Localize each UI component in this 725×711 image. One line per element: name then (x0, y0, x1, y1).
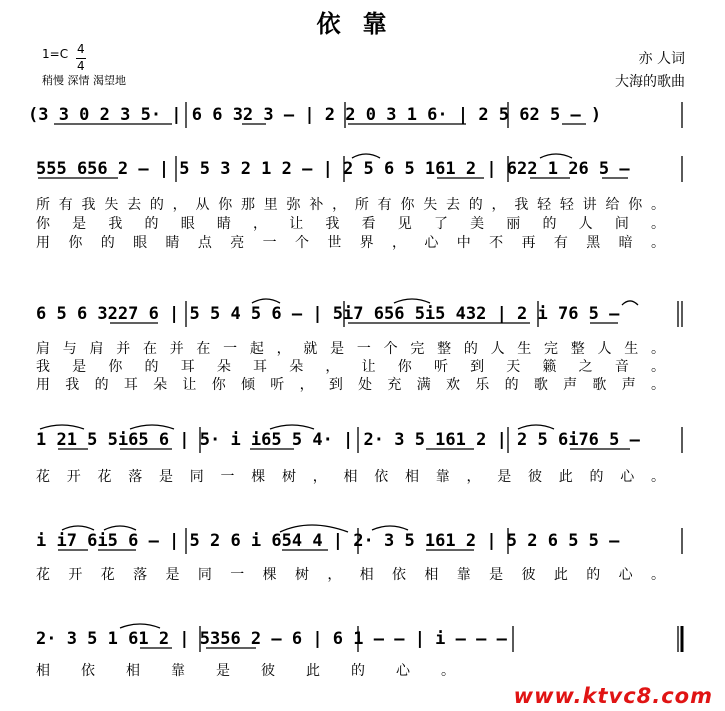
staff-notes-2: 555 656 2 – | 5 5 3 2 1 2 – | 2 5 6 5 161 2 | 622 1 26 5 – (36, 159, 630, 179)
staff-notes-4: 1 21 5 5i65 6 | 5· i i65 5 4· | 2· 3 5 161 2 | 2 5 6i76 5 – (36, 430, 640, 450)
lyric-row-1: 所有我失去的，从你那里弥补，所有你失去的，我轻轻讲给你。 (36, 197, 666, 213)
key-signature: 1=C (42, 47, 69, 61)
lyric-row-9: 相依相靠是彼此的心。 (36, 663, 456, 679)
song-title: 依靠 (316, 9, 409, 38)
lyric-row-4: 肩与肩并在并在一起，就是一个完整的人生完整人生。 (36, 341, 666, 357)
staff-line-4 (0, 423, 725, 459)
lyric-row-7: 花开花落是同一棵树，相依相靠，是彼此的心。 (36, 469, 666, 485)
staff-line-3 (0, 297, 725, 333)
staff-notes-3: 6 5 6 3227 6 | 5 5 4 5 6 – | 5i7 656 5i5 432 | 2 i 76 5 – (36, 304, 620, 324)
lyric-row-2: 你是我的眼睛，让我看见了美丽的人间。 (36, 216, 666, 232)
composer-credit: 大海的歌曲 (615, 74, 685, 90)
lyric-row-3: 用你的眼睛点亮一个世界，心中不再有黑暗。 (36, 235, 666, 251)
time-signature-top: 4 (77, 42, 85, 56)
staff-line-6 (0, 622, 725, 658)
staff-notes-6: 2· 3 5 1 61 2 | 5356 2 – 6 | 6 1 – – | i – – – (36, 629, 507, 649)
site-watermark: www.ktvc8.com (513, 684, 713, 708)
lyric-row-8: 花开花落是同一棵树，相依相靠是彼此的心。 (36, 567, 666, 583)
staff-line-2 (0, 152, 725, 188)
staff-line-5 (0, 524, 725, 560)
lyric-row-5: 我是你的耳朵耳朵，让你听到天籁之音。 (36, 359, 666, 375)
staff-notes-5: i i7 6i5 6 – | 5 2 6 i 654 4 | 2· 3 5 161 2 | 5 2 6 5 5 – (36, 531, 620, 551)
staff-line-1 (0, 98, 725, 134)
time-signature-bottom: 4 (77, 59, 85, 73)
lyric-row-6: 用我的耳朵让你倾听，到处充满欢乐的歌声歌声。 (36, 377, 666, 393)
staff-notes-1: (3 3 0 2 3 5· | 6 6 32 3 – | 2 2 0 3 1 6· | 2 5 62 5 – ) (28, 105, 602, 125)
tempo-marking: 稍慢 深情 渴望地 (42, 74, 126, 87)
lyricist-credit: 亦 人词 (638, 51, 685, 67)
